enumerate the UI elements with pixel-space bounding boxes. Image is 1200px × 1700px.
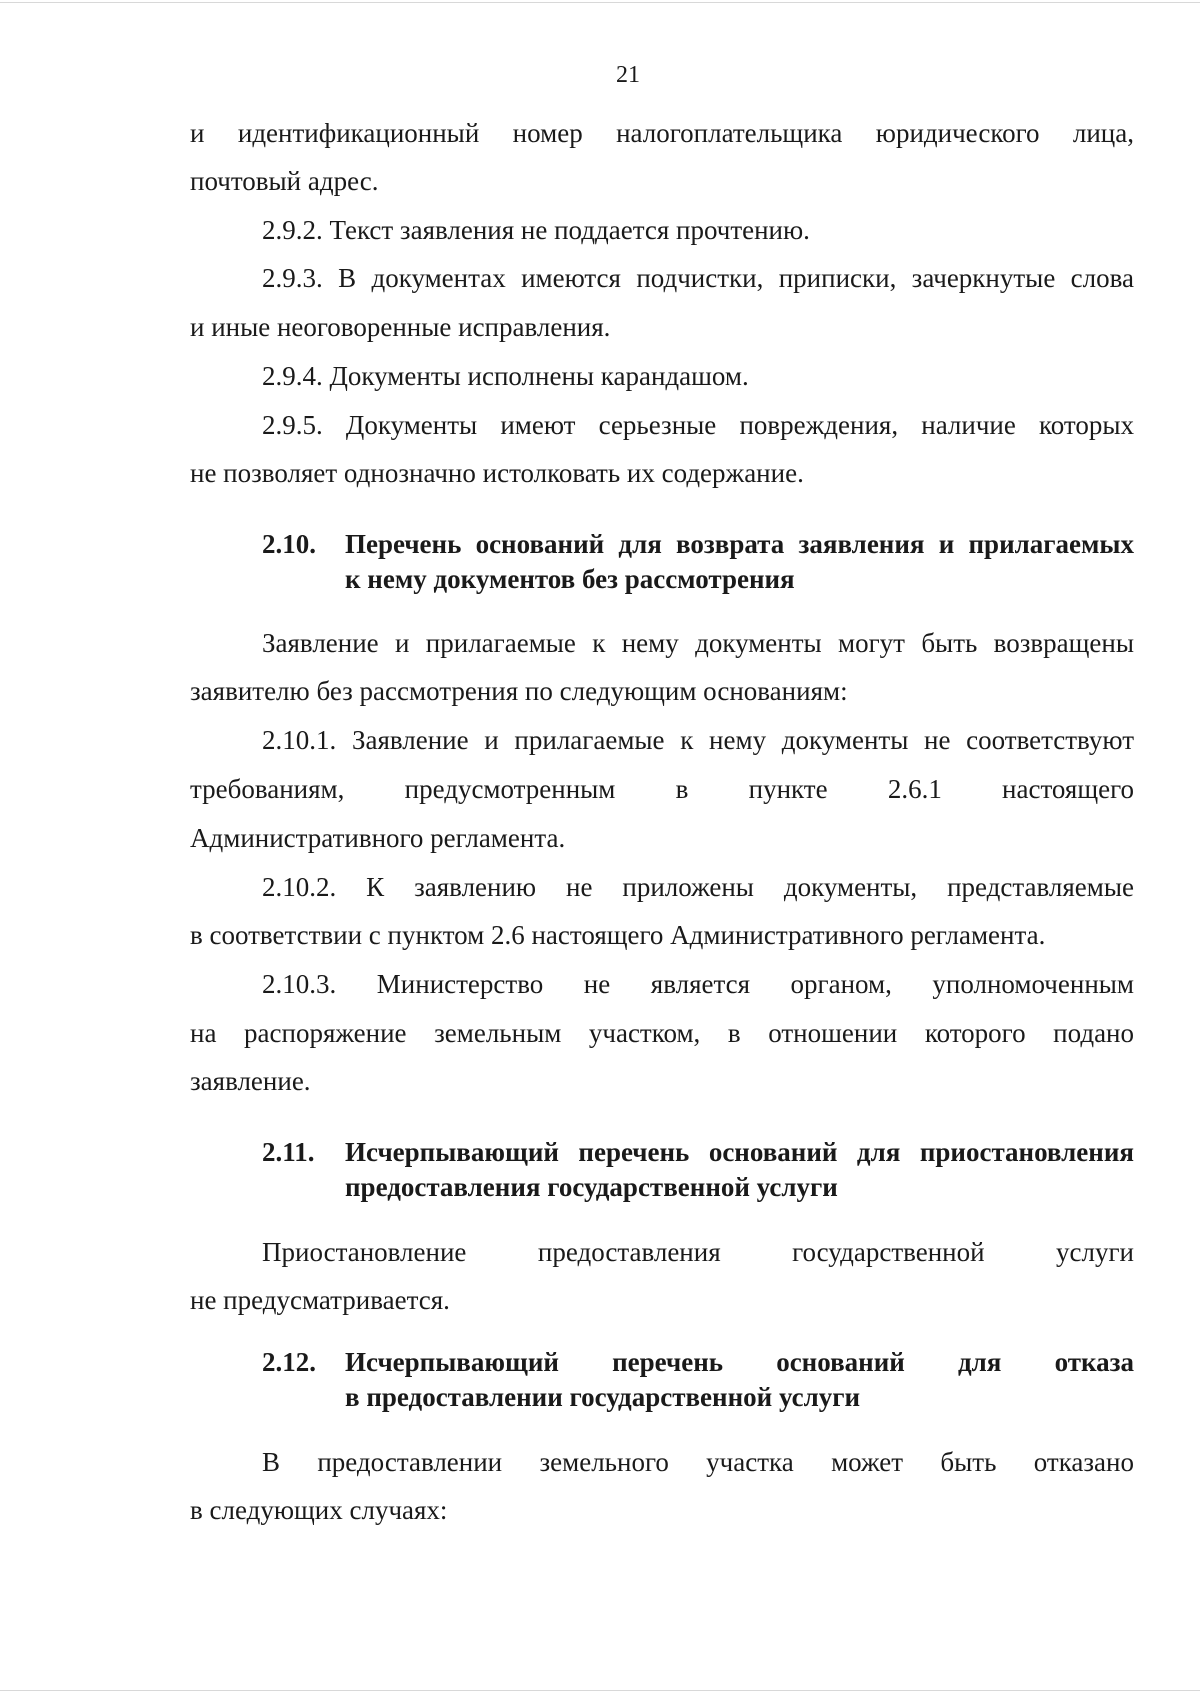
section-heading-2-11: Исчерпывающий перечень оснований для приостановления (345, 1137, 1134, 1167)
paragraph-line: на распоряжение земельным участком, в отношении которого подано (190, 1018, 1134, 1048)
list-item-2-9-3: 2.9.3. В документах имеются подчистки, приписки, зачеркнутые слова (262, 263, 1134, 293)
paragraph-line: заявление. (190, 1066, 311, 1096)
paragraph-line: в соответствии с пунктом 2.6 настоящего Административного регламента. (190, 920, 1046, 950)
scan-top-edge (0, 2, 1200, 3)
list-item-2-9-5: 2.9.5. Документы имеют серьезные повреждения, наличие которых (262, 410, 1134, 440)
paragraph-line: и иные неоговоренные исправления. (190, 312, 611, 342)
list-item-2-10-3: 2.10.3. Министерство не является органом, уполномоченным (262, 969, 1134, 999)
paragraph-line: Заявление и прилагаемые к нему документы могут быть возвращены (262, 628, 1134, 658)
list-item-2-10-1: 2.10.1. Заявление и прилагаемые к нему документы не соответствуют (262, 725, 1134, 755)
section-heading-2-10: Перечень оснований для возврата заявления и прилагаемых (345, 529, 1134, 559)
paragraph-line: Административного регламента. (190, 823, 566, 853)
section-heading-2-12-line2: в предоставлении государственной услуги (345, 1382, 861, 1412)
section-heading-2-11-line2: предоставления государственной услуги (345, 1172, 838, 1202)
paragraph-line: требованиям, предусмотренным в пункте 2.6.1 настоящего (190, 774, 1134, 804)
section-heading-2-12: Исчерпывающий перечень оснований для отказа (345, 1347, 1134, 1377)
paragraph-line: заявителю без рассмотрения по следующим основаниям: (190, 676, 848, 706)
paragraph-line: почтовый адрес. (190, 166, 379, 196)
paragraph-line: В предоставлении земельного участка может быть отказано (262, 1447, 1134, 1477)
paragraph-line: Приостановление предоставления государственной услуги (262, 1237, 1134, 1267)
section-number-2-12: 2.12. (262, 1347, 316, 1377)
section-heading-2-10-line2: к нему документов без рассмотрения (345, 564, 795, 594)
paragraph-line: в следующих случаях: (190, 1495, 448, 1525)
list-item-2-9-4: 2.9.4. Документы исполнены карандашом. (262, 361, 749, 391)
section-number-2-10: 2.10. (262, 529, 316, 559)
paragraph-line: не позволяет однозначно истолковать их содержание. (190, 458, 804, 488)
page-number: 21 (616, 62, 640, 88)
list-item-2-9-2: 2.9.2. Текст заявления не поддается прочтению. (262, 215, 810, 245)
section-number-2-11: 2.11. (262, 1137, 315, 1167)
paragraph-line: не предусматривается. (190, 1285, 450, 1315)
scan-bottom-edge (0, 1690, 1200, 1691)
paragraph-line: и идентификационный номер налогоплательщика юридического лица, (190, 118, 1134, 148)
list-item-2-10-2: 2.10.2. К заявлению не приложены документы, представляемые (262, 872, 1134, 902)
